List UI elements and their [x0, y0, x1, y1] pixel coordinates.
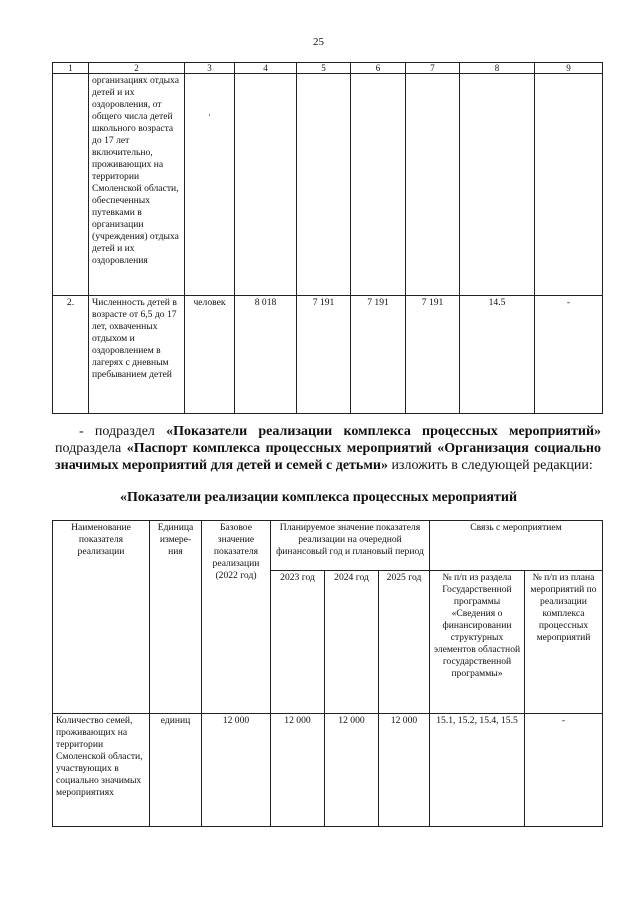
col-number-1: 1	[53, 63, 89, 74]
value-2024-cell	[351, 74, 406, 296]
col-number-2: 2	[89, 63, 185, 74]
amendment-paragraph	[55, 423, 601, 474]
section-heading: «Показатели реализации комплекса процессных мероприятий	[119, 490, 518, 505]
header-unit: Единица измере-ния	[150, 521, 202, 714]
header-row	[53, 521, 603, 571]
link-section-cell: 15.1, 15.2, 15.4, 15.5	[430, 714, 525, 827]
col-number-5: 5	[297, 63, 351, 74]
value-2024-cell: 7 191	[351, 296, 406, 414]
base-value-cell: 12 000	[202, 714, 271, 827]
link-section-cell: 14.5	[460, 296, 535, 414]
header-link-section: № п/п из раздела Государственной программы «Сведения о финансировании структурных элементов областной государственной программы»	[430, 571, 525, 714]
row-number-cell: 2.	[53, 296, 89, 414]
table-row	[53, 296, 603, 414]
link-plan-cell: -	[535, 296, 603, 414]
header-2024: 2024 год	[325, 571, 379, 714]
link-section-cell	[460, 74, 535, 296]
table-row	[53, 714, 603, 827]
header-link-plan: № п/п из плана мероприятий по реализации комплекса процессных мероприятий	[525, 571, 603, 714]
indicator-name-continued: организациях отдыха детей и их оздоровления, от общего числа детей школьного возраста до 17 лет включительно, проживающих на территории Смоленской области, обеспеченных путевками в организации (учреждения) отдыха детей и их оздоровления	[89, 74, 185, 296]
value-2023-cell	[297, 74, 351, 296]
amendment-quote-2: «Паспорт комплекса процессных мероприятий «Организация социально значимых мероприятий для детей и семей с детьми»	[55, 441, 602, 473]
indicator-name: Количество семей, проживающих на территории Смоленской области, участвующих в социально значимых мероприятиях	[53, 714, 150, 827]
value-2023-cell: 12 000	[271, 714, 325, 827]
link-plan-cell	[535, 74, 603, 296]
unit-cell: ·	[185, 74, 235, 296]
header-link: Связь с мероприятием	[430, 521, 603, 571]
value-2025-cell	[406, 74, 460, 296]
amendment-dash: -	[79, 424, 84, 439]
col-number-3: 3	[185, 63, 235, 74]
indicator-name: Численность детей в возрасте от 6,5 до 17 лет, охваченных отдыхом и оздоровлением в лагерях с дневным пребыванием детей	[89, 296, 185, 414]
indicators-table-continued	[52, 62, 603, 414]
link-plan-cell: -	[525, 714, 603, 827]
amendment-text-3: изложить в следующей редакции:	[391, 458, 593, 473]
row-number-cell	[53, 74, 89, 296]
value-2023-cell: 7 191	[297, 296, 351, 414]
base-value-cell	[235, 74, 297, 296]
indicators-table-new	[52, 520, 603, 827]
col-number-9: 9	[535, 63, 603, 74]
value-2025-cell: 7 191	[406, 296, 460, 414]
base-value-cell: 8 018	[235, 296, 297, 414]
header-2023: 2023 год	[271, 571, 325, 714]
header-2025: 2025 год	[379, 571, 430, 714]
unit-cell: единиц	[150, 714, 202, 827]
table-row	[53, 74, 603, 296]
col-number-4: 4	[235, 63, 297, 74]
header-indicator-name: Наименование показателя реализации	[53, 521, 150, 714]
col-number-6: 6	[351, 63, 406, 74]
amendment-quote-1: «Показатели реализации комплекса процессных мероприятий»	[166, 424, 602, 439]
page-number: 25	[313, 36, 324, 48]
header-planned-values: Планируемое значение показателя реализации на очередной финансовый год и плановый период	[271, 521, 430, 571]
value-2025-cell: 12 000	[379, 714, 430, 827]
unit-cell: человек	[185, 296, 235, 414]
amendment-text-2: подраздела	[55, 441, 122, 456]
col-number-7: 7	[406, 63, 460, 74]
header-base-value: Базовое значение показателя реализации (2022 год)	[202, 521, 271, 714]
amendment-text-1: подраздел	[94, 424, 155, 439]
col-number-8: 8	[460, 63, 535, 74]
column-number-row	[53, 63, 603, 74]
value-2024-cell: 12 000	[325, 714, 379, 827]
